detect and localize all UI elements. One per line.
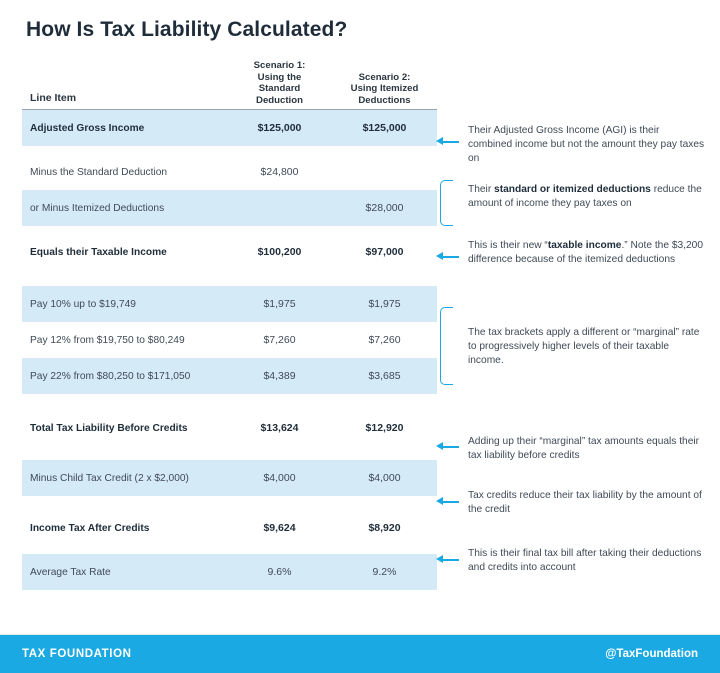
row-value-scenario-2: $8,920 bbox=[368, 522, 401, 534]
row-label: Adjusted Gross Income bbox=[30, 122, 145, 134]
annotation-deductions-bold: standard or itemized deductions bbox=[494, 184, 651, 195]
annotation-tax-credits: Tax credits reduce their tax liability by the amount of the credit bbox=[468, 490, 702, 515]
annotation-agi: Their Adjusted Gross Income (AGI) is their combined income but not the amount they pay taxes on bbox=[468, 125, 705, 164]
row-label: or Minus Itemized Deductions bbox=[30, 202, 165, 214]
row-gap bbox=[22, 270, 437, 286]
table-row bbox=[22, 510, 437, 546]
table-row bbox=[22, 460, 437, 496]
table-row bbox=[22, 234, 437, 270]
table-row bbox=[22, 110, 437, 146]
row-gap bbox=[22, 496, 437, 510]
footer-bar bbox=[0, 635, 720, 673]
row-value-scenario-2: $28,000 bbox=[365, 202, 404, 214]
arrow-icon-agi bbox=[436, 136, 462, 148]
annotation-taxable-income bbox=[468, 239, 706, 267]
row-label: Income Tax After Credits bbox=[30, 522, 150, 534]
arrow-icon-taxable-income bbox=[436, 251, 462, 263]
row-value-scenario-2: $97,000 bbox=[365, 246, 404, 258]
row-value-scenario-1: $9,624 bbox=[263, 522, 296, 534]
row-value-scenario-1: $125,000 bbox=[257, 122, 302, 134]
row-value-scenario-2: $3,685 bbox=[368, 370, 401, 382]
tax-calculation-table bbox=[22, 62, 437, 590]
row-label: Minus Child Tax Credit (2 x $2,000) bbox=[30, 472, 189, 484]
row-value-scenario-1: $24,800 bbox=[260, 166, 299, 178]
table-row bbox=[22, 190, 437, 226]
annotation-tax-brackets: The tax brackets apply a different or “marginal” rate to progressively higher levels of their taxable income. bbox=[468, 327, 700, 366]
row-value-scenario-1: $4,000 bbox=[263, 472, 296, 484]
brace-deductions bbox=[440, 180, 453, 226]
row-value-scenario-1: $4,389 bbox=[263, 370, 296, 382]
row-value-scenario-2: $7,260 bbox=[368, 334, 401, 346]
arrow-icon-tax-credits bbox=[436, 496, 462, 508]
row-label: Average Tax Rate bbox=[30, 566, 111, 578]
annotation-deductions-post: reduce the amount of income they pay taxes on bbox=[468, 184, 702, 209]
annotation-taxable-pre: This is their new “ bbox=[468, 240, 548, 251]
table-row bbox=[22, 322, 437, 358]
row-gap bbox=[22, 146, 437, 154]
row-gap bbox=[22, 394, 437, 410]
row-value-scenario-1: $1,975 bbox=[263, 298, 296, 310]
row-label: Pay 10% up to $19,749 bbox=[30, 298, 136, 310]
table-row bbox=[22, 554, 437, 590]
annotation-final-bill: This is their final tax bill after taking their deductions and credits into account bbox=[468, 548, 702, 573]
header-line-item: Line Item bbox=[30, 92, 77, 104]
table-row bbox=[22, 154, 437, 190]
row-label: Pay 12% from $19,750 to $80,249 bbox=[30, 334, 185, 346]
annotation-deductions bbox=[468, 183, 706, 211]
table-row bbox=[22, 410, 437, 446]
table-header-row bbox=[22, 62, 437, 110]
row-value-scenario-1: 9.6% bbox=[267, 566, 292, 578]
row-value-scenario-1: $13,624 bbox=[260, 422, 299, 434]
brace-tax-brackets bbox=[440, 307, 453, 385]
arrow-icon-final-bill bbox=[436, 554, 462, 566]
table-row bbox=[22, 358, 437, 394]
row-value-scenario-1: $7,260 bbox=[263, 334, 296, 346]
footer-social-handle[interactable]: @TaxFoundation bbox=[605, 648, 698, 660]
row-value-scenario-1: $100,200 bbox=[257, 246, 302, 258]
arrow-icon-total-liability bbox=[436, 441, 462, 453]
footer-brand: TAX FOUNDATION bbox=[22, 648, 132, 660]
row-label: Equals their Taxable Income bbox=[30, 246, 167, 258]
page-title: How Is Tax Liability Calculated? bbox=[26, 18, 348, 41]
row-label: Pay 22% from $80,250 to $171,050 bbox=[30, 370, 191, 382]
row-value-scenario-2: $4,000 bbox=[368, 472, 401, 484]
row-gap bbox=[22, 546, 437, 554]
annotation-taxable-post: .” Note the $3,200 difference because of the itemized deductions bbox=[468, 240, 703, 265]
annotation-taxable-bold: taxable income bbox=[547, 240, 622, 251]
row-gap bbox=[22, 446, 437, 460]
row-label: Minus the Standard Deduction bbox=[30, 166, 168, 178]
table-row bbox=[22, 286, 437, 322]
row-value-scenario-2: $12,920 bbox=[365, 422, 404, 434]
row-value-scenario-2: $1,975 bbox=[368, 298, 401, 310]
row-value-scenario-2: $125,000 bbox=[362, 122, 407, 134]
header-scenario-2: Scenario 2: Using Itemized Deductions bbox=[350, 71, 419, 106]
row-value-scenario-2: 9.2% bbox=[372, 566, 397, 578]
header-scenario-1: Scenario 1: Using the Standard Deduction bbox=[253, 60, 306, 106]
annotation-total-liability: Adding up their “marginal” tax amounts equals their tax liability before credits bbox=[468, 436, 700, 461]
row-gap bbox=[22, 226, 437, 234]
row-label: Total Tax Liability Before Credits bbox=[30, 422, 188, 434]
annotation-deductions-pre: Their bbox=[468, 184, 495, 195]
